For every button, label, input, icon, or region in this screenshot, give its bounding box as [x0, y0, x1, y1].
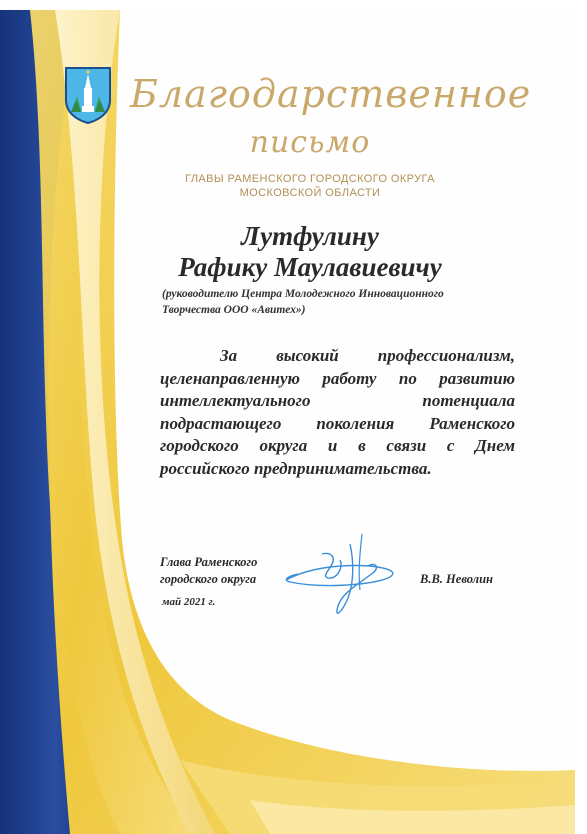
body-line: российского предпринимательства. [160, 458, 432, 478]
letter-title-line1: Благодарственное [130, 72, 532, 116]
role-line1: (руководителю Центра Молодежного Инновационного [162, 288, 444, 300]
issuer-line2: МОСКОВСКОЙ ОБЛАСТИ [239, 187, 381, 199]
recipient-given-names: Рафику Маулавиевичу [178, 252, 442, 282]
body-line: городского округа и в связи с Днем [160, 436, 515, 455]
body-line: целенаправленную работу по развитию [160, 368, 515, 388]
letter-title-line2: письмо [249, 125, 371, 160]
signer-name: В.В. Неволин [420, 572, 493, 586]
body-line: интеллектуального потенциала [160, 391, 515, 410]
issuer-line1: ГЛАВЫ РАМЕНСКОГО ГОРОДСКОГО ОКРУГА [185, 173, 435, 185]
handwritten-signature [278, 532, 408, 627]
signer-title [160, 554, 257, 588]
body-line: За высокий профессионализм, [220, 346, 515, 365]
recipient-role [162, 286, 516, 318]
signer-title-line2: городского округа [160, 572, 257, 586]
letter-date: май 2021 г. [162, 596, 216, 608]
coat-of-arms-icon [63, 66, 113, 124]
body-line: подрастающего поколения Раменского [160, 413, 515, 433]
role-line2: Творчества ООО «Авитех») [162, 304, 306, 316]
recipient-surname: Лутфулину [241, 221, 379, 251]
letter-body [160, 345, 515, 480]
signer-title-line1: Глава Раменского [160, 555, 258, 569]
